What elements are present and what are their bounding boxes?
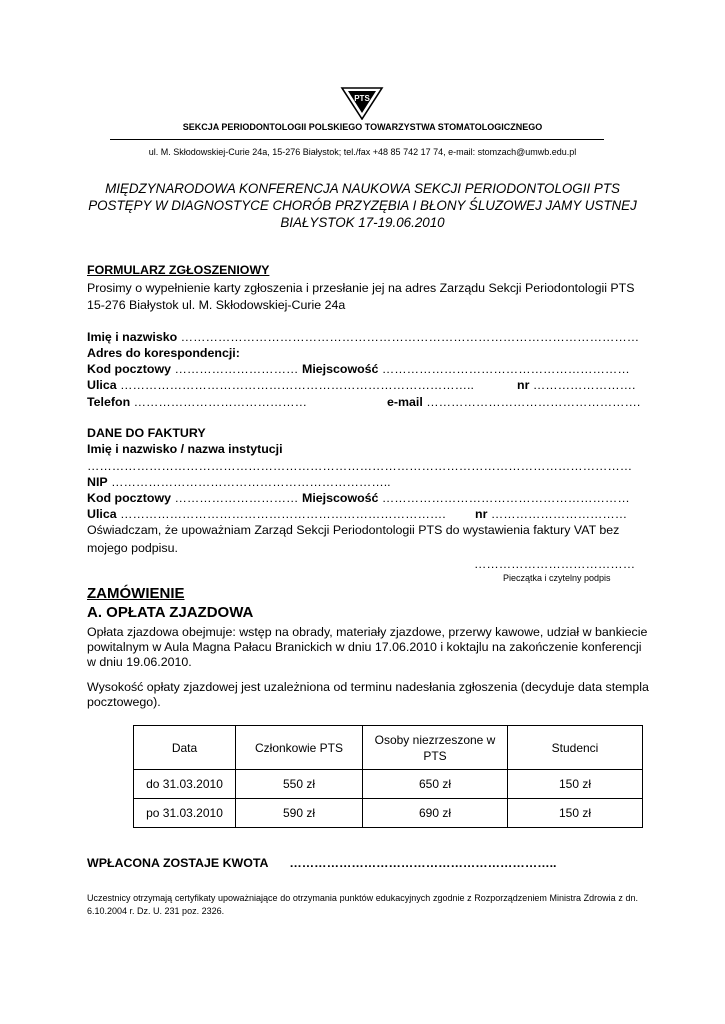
table-cell: 550 zł	[236, 770, 363, 799]
invoice-street-field[interactable]: …………………………………………………………………….	[120, 507, 446, 521]
nr-field[interactable]: …………………….	[532, 378, 636, 392]
invoice-name-field[interactable]: ……………………………………………………………………………………………………………………	[87, 459, 633, 473]
table-cell: 690 zł	[363, 799, 508, 828]
conference-subtitle: POSTĘPY W DIAGNOSTYCE CHORÓB PRZYZĘBIA I BŁONY ŚLUZOWEJ JAMY USTNEJ	[88, 198, 637, 213]
form-intro-line2: 15-276 Białystok ul. M. Skłodowskiej-Curie 24a	[87, 298, 346, 312]
invoice-postal-row	[87, 491, 298, 505]
street-row	[87, 378, 474, 392]
certificate-note: Uczestnicy otrzymają certyfikaty upoważniające do otrzymania punktów edukacyjnych zgodnie z Rozporządzeniem Ministra Zdrowia z dn. 6.10.2004 r. Dz. U. 231 poz. 2326.	[87, 893, 638, 916]
table-header-cell: Studenci	[508, 726, 643, 770]
conference-title: MIĘDZYNARODOWA KONFERENCJA NAUKOWA SEKCJI PERIODONTOLOGII PTS	[105, 181, 620, 196]
invoice-street-row	[87, 507, 446, 521]
table-row	[134, 799, 643, 828]
fee-note-line1: Wysokość opłaty zjazdowej jest uzależniona od terminu nadesłania zgłoszenia (decyduje data stempla	[87, 680, 649, 694]
invoice-city-field[interactable]: ……………………………………………………	[381, 491, 630, 505]
invoice-statement-line2: mojego podpisu.	[87, 541, 178, 555]
amount-label: WPŁACONA ZOSTAJE KWOTA	[87, 856, 269, 870]
invoice-postal-label: Kod pocztowy	[87, 491, 171, 505]
invoice-city-label: Miejscowość	[302, 491, 379, 505]
table-cell: 590 zł	[236, 799, 363, 828]
email-field[interactable]: …………………………………………….	[426, 395, 641, 409]
signature-field[interactable]: …………………………………	[474, 557, 636, 571]
city-label: Miejscowość	[302, 362, 379, 376]
table-header-cell: Członkowie PTS	[236, 726, 363, 770]
pts-logo	[340, 86, 384, 120]
signature-caption: Pieczątka i czytelny podpis	[503, 573, 611, 583]
name-row	[87, 330, 639, 344]
header-divider	[110, 139, 604, 140]
city-field[interactable]: ……………………………………………………	[381, 362, 630, 376]
invoice-postal-field[interactable]: …………………………	[174, 491, 299, 505]
order-title: ZAMÓWIENIE	[87, 585, 185, 602]
invoice-city-row	[302, 491, 630, 505]
table-cell: 150 zł	[508, 770, 643, 799]
nip-row	[87, 475, 391, 489]
fee-note-line2: pocztowego).	[87, 695, 161, 709]
table-cell: 650 zł	[363, 770, 508, 799]
postal-row	[87, 362, 298, 376]
street-field[interactable]: …………………………………………………………………………..	[120, 378, 474, 392]
postal-label: Kod pocztowy	[87, 362, 171, 376]
email-row	[387, 395, 640, 409]
nr-row	[517, 378, 635, 392]
fee-title: A. OPŁATA ZJAZDOWA	[87, 604, 254, 621]
conference-place-date: BIAŁYSTOK 17-19.06.2010	[280, 215, 445, 230]
nr-label: nr	[517, 378, 530, 392]
name-field[interactable]: …………………………………………………………………………………………………	[180, 330, 640, 344]
table-header-row	[134, 726, 643, 770]
amount-row	[87, 856, 556, 870]
table-cell: po 31.03.2010	[134, 799, 236, 828]
postal-field[interactable]: …………………………	[174, 362, 299, 376]
nip-field[interactable]: …………………………………………………………..	[111, 475, 391, 489]
table-header-cell: Data	[134, 726, 236, 770]
form-intro-line1: Prosimy o wypełnienie karty zgłoszenia i przesłanie jej na adres Zarządu Sekcji Periodontologii PTS	[87, 281, 635, 295]
table-cell: do 31.03.2010	[134, 770, 236, 799]
invoice-nr-label: nr	[475, 507, 488, 521]
form-title: FORMULARZ ZGŁOSZENIOWY	[87, 263, 270, 277]
fee-table	[133, 725, 643, 828]
invoice-title: DANE DO FAKTURY	[87, 426, 206, 440]
society-address: ul. M. Skłodowskiej-Curie 24a, 15-276 Białystok; tel./fax +48 85 742 17 74, e-mail: stomzach@umwb.edu.pl	[148, 147, 577, 157]
fee-description-line2: powitalnym w Aula Magna Pałacu Branickich w dniu 17.06.2010 i koktajlu na zakończenie konferencji	[87, 640, 642, 654]
invoice-name-label: Imię i nazwisko / nazwa instytucji	[87, 442, 283, 456]
fee-description-line1: Opłata zjazdowa obejmuje: wstęp na obrady, materiały zjazdowe, przerwy kawowe, udział w bankiecie	[87, 625, 648, 639]
name-label: Imię i nazwisko	[87, 330, 178, 344]
society-name: SEKCJA PERIODONTOLOGII POLSKIEGO TOWARZYSTWA STOMATOLOGICZNEGO	[182, 122, 543, 132]
city-row	[302, 362, 630, 376]
invoice-street-label: Ulica	[87, 507, 117, 521]
nip-label: NIP	[87, 475, 108, 489]
amount-field[interactable]: ………………………………………………………..	[289, 856, 557, 870]
logo-text: PTS	[354, 94, 370, 103]
fee-description-line3: w dniu 19.06.2010.	[87, 655, 192, 669]
phone-label: Telefon	[87, 395, 131, 409]
invoice-nr-row	[475, 507, 627, 521]
address-label: Adres do korespondencji:	[87, 346, 240, 360]
invoice-statement-line1: Oświadczam, że upoważniam Zarząd Sekcji Periodontologii PTS do wystawienia faktury VAT bez	[87, 523, 620, 537]
phone-row	[87, 395, 307, 409]
table-cell: 150 zł	[508, 799, 643, 828]
table-header-cell: Osoby niezrzeszone w PTS	[363, 726, 508, 770]
street-label: Ulica	[87, 378, 117, 392]
invoice-nr-field[interactable]: ……………………………	[490, 507, 628, 521]
table-row	[134, 770, 643, 799]
email-label: e-mail	[387, 395, 423, 409]
phone-field[interactable]: ……………………………………	[133, 395, 308, 409]
